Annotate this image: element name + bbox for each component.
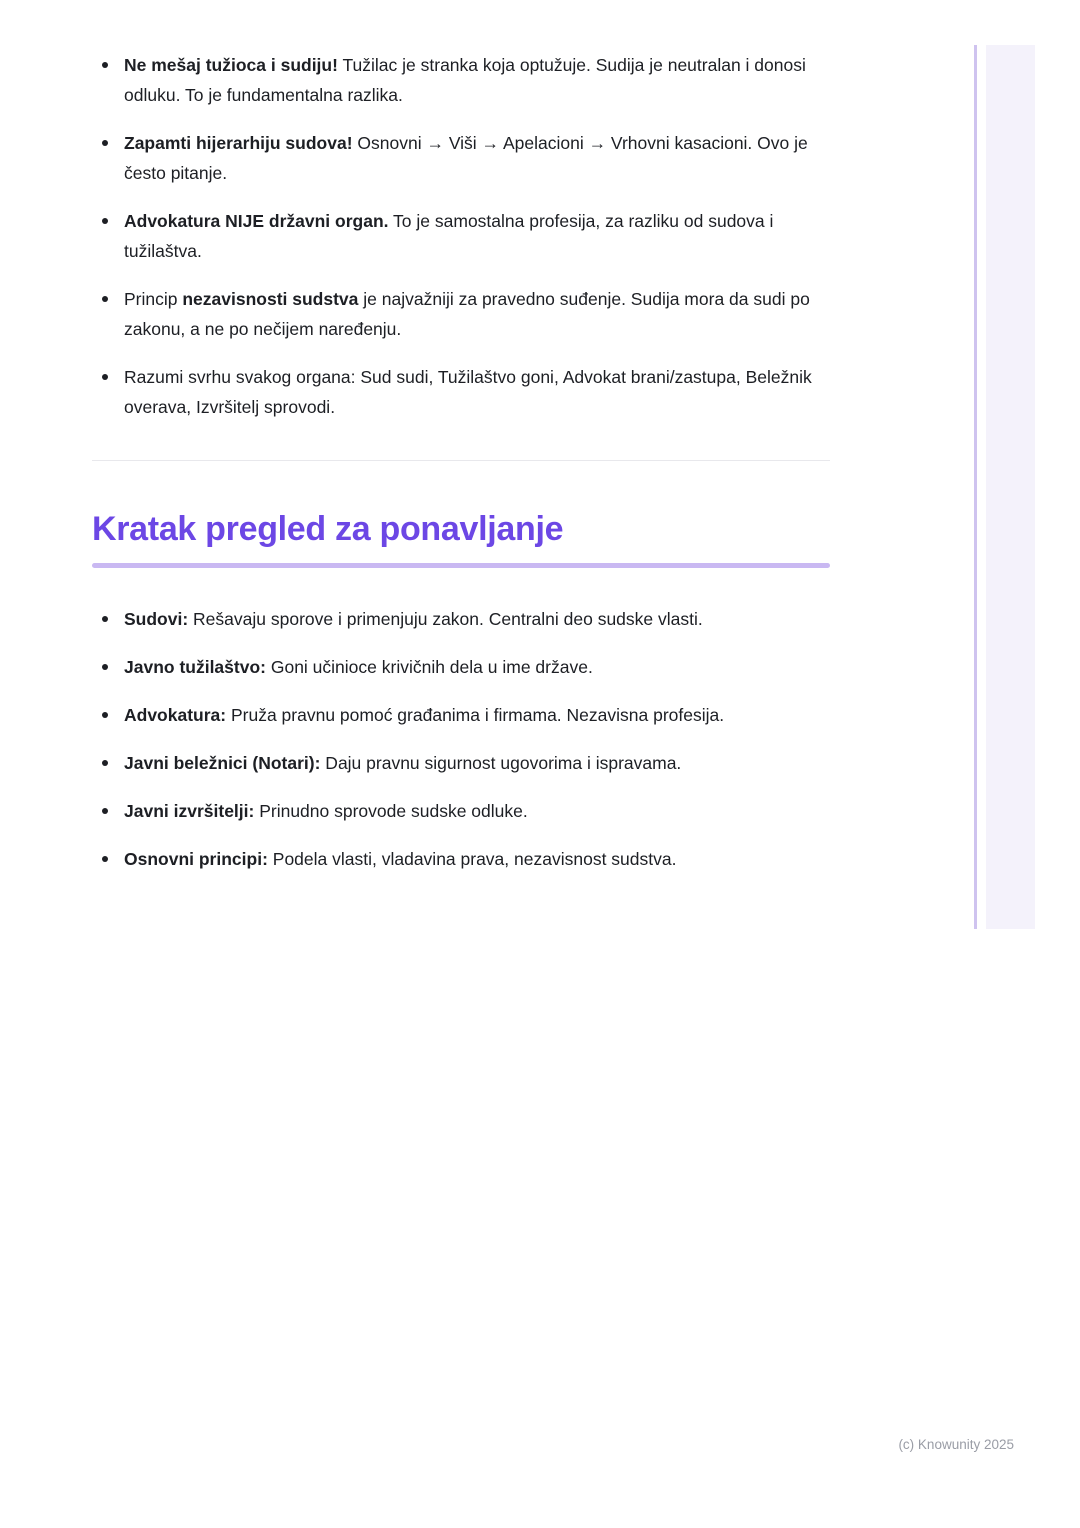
item-text: Osnovni → Viši → Apelacioni → Vrhovni kasacioni. Ovo je često pitanje. xyxy=(124,133,808,183)
list-item xyxy=(92,700,830,730)
copyright-footer: (c) Knowunity 2025 xyxy=(898,1437,1014,1452)
list-item xyxy=(92,128,830,188)
item-bold-text: Ne mešaj tužioca i sudiju! xyxy=(124,55,338,75)
item-bold-text: nezavisnosti sudstva xyxy=(182,289,359,309)
item-bold-text: Javni beležnici (Notari): xyxy=(124,753,321,773)
item-bold-text: Advokatura: xyxy=(124,705,227,725)
list-item xyxy=(92,50,830,110)
section-heading: Kratak pregled za ponavljanje xyxy=(92,510,564,548)
item-prefix: Princip xyxy=(124,289,183,309)
list-item xyxy=(92,284,830,344)
list-item xyxy=(92,652,830,682)
item-text: Rešavaju sporove i primenjuju zakon. Centralni deo sudske vlasti. xyxy=(188,609,703,629)
heading-underline xyxy=(92,563,830,568)
list-item xyxy=(92,604,830,634)
item-text: To je samostalna profesija, za razliku od sudova i tužilaštva. xyxy=(124,211,774,261)
list-item xyxy=(92,844,830,874)
section-divider xyxy=(92,460,830,461)
list-item xyxy=(92,206,830,266)
item-text: Pruža pravnu pomoć građanima i firmama. Nezavisna profesija. xyxy=(226,705,725,725)
item-bold-text: Zapamti hijerarhiju sudova! xyxy=(124,133,353,153)
item-text: Goni učinioce krivičnih dela u ime države. xyxy=(265,657,593,677)
page-content xyxy=(92,50,830,892)
list-item xyxy=(92,362,830,422)
item-text: Podela vlasti, vladavina prava, nezavisnost sudstva. xyxy=(267,849,677,869)
item-bold-text: Osnovni principi: xyxy=(124,849,268,869)
item-bold-text: Javni izvršitelji: xyxy=(124,801,255,821)
item-bold-text: Javno tužilaštvo: xyxy=(124,657,266,677)
tips-list xyxy=(92,50,830,422)
edge-panel xyxy=(986,45,1035,929)
item-bold-text: Sudovi: xyxy=(124,609,189,629)
item-text: je najvažniji za pravedno suđenje. Sudija mora da sudi po zakonu, a ne po nečijem naređenju. xyxy=(124,289,810,339)
list-item xyxy=(92,748,830,778)
summary-list xyxy=(92,604,830,874)
item-text: Daju pravnu sigurnost ugovorima i ispravama. xyxy=(320,753,682,773)
list-item xyxy=(92,796,830,826)
edge-accent-line xyxy=(974,45,977,929)
item-prefix: Razumi svrhu svakog organa: Sud sudi, Tužilaštvo goni, Advokat brani/zastupa, Beležnik overava, Izvršitelj sprovodi. xyxy=(124,367,812,417)
item-text: Tužilac je stranka koja optužuje. Sudija je neutralan i donosi odluku. To je fundamentalna razlika. xyxy=(124,55,806,105)
item-text: Prinudno sprovode sudske odluke. xyxy=(254,801,528,821)
item-bold-text: Advokatura NIJE državni organ. xyxy=(124,211,389,231)
